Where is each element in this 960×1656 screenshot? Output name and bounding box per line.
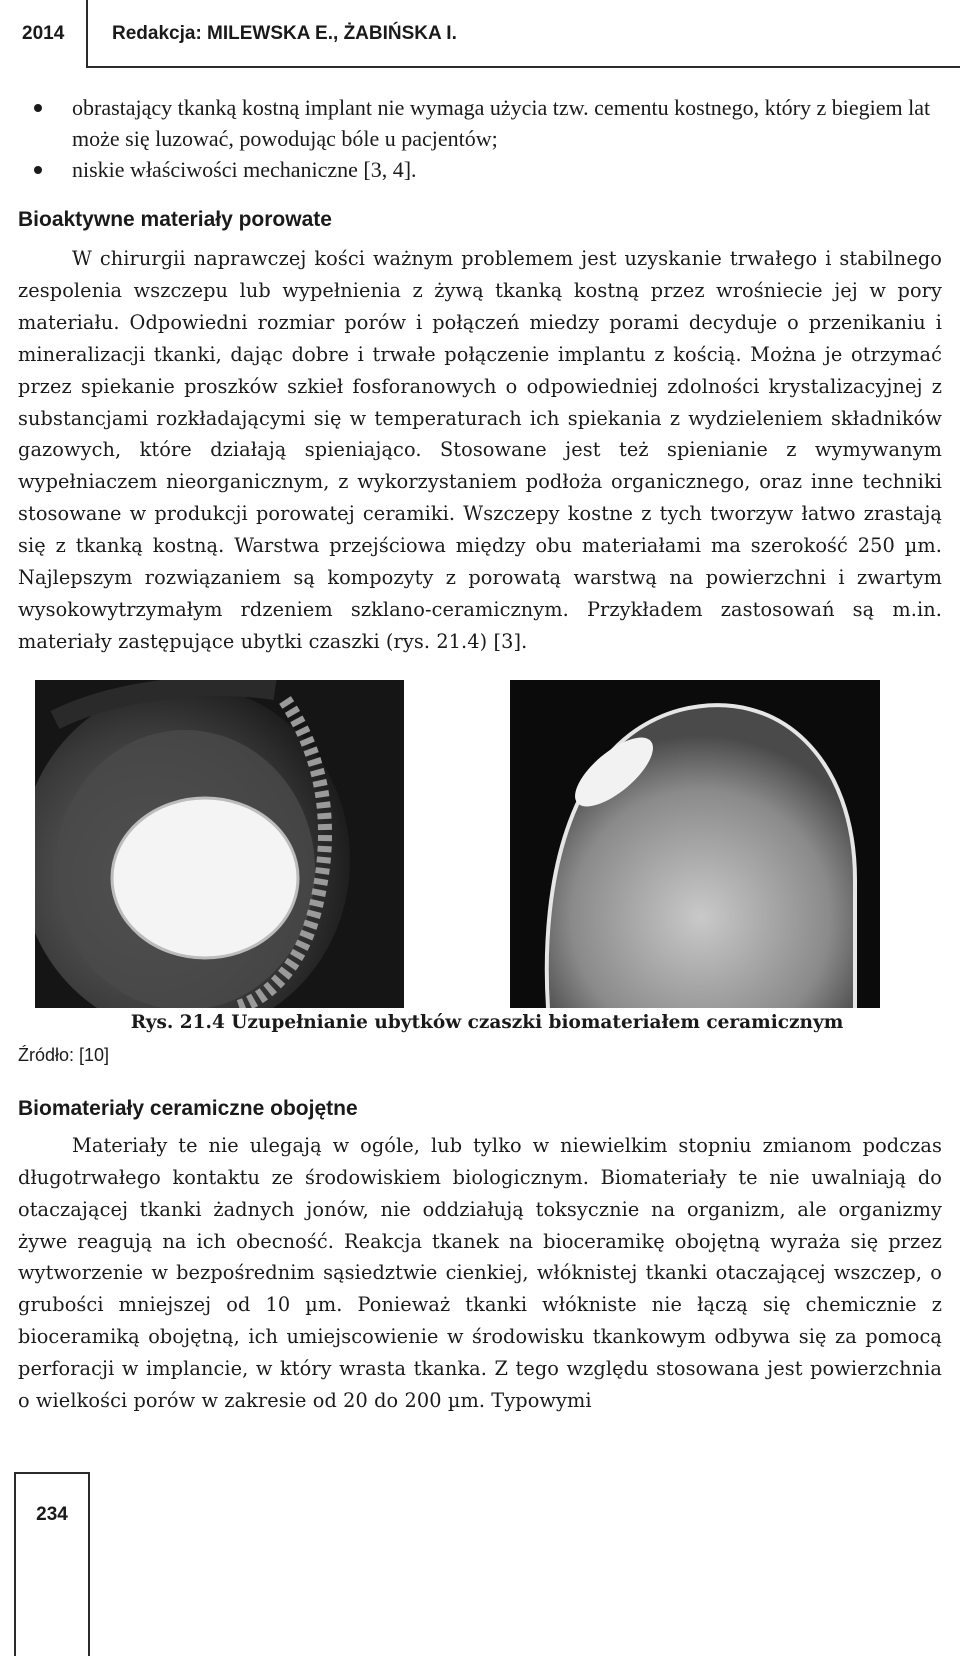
list-item: obrastający tkanką kostną implant nie wymaga użycia tzw. cementu kostnego, który z biegiem lat może się luzować, powodując bóle u pacjentów; — [18, 92, 942, 154]
page-number: 234 — [36, 1504, 68, 1525]
header-year: 2014 — [22, 23, 65, 44]
header-editors: Redakcja: MILEWSKA E., ŻABIŃSKA I. — [112, 23, 457, 44]
list-item: niskie właściwości mechaniczne [3, 4]. — [18, 154, 942, 185]
figure-caption: Rys. 21.4 Uzupełnianie ubytków czaszki biomateriałem ceramicznym — [130, 1011, 844, 1033]
section-heading: Bioaktywne materiały porowate — [18, 208, 332, 231]
header-rule — [86, 66, 960, 68]
page-header — [0, 0, 960, 68]
section-heading: Biomateriały ceramiczne obojętne — [18, 1096, 358, 1120]
page-number-box — [14, 1472, 90, 1656]
figure-source: Źródło: [10] — [18, 1044, 110, 1065]
skull-xray-image — [510, 680, 880, 1008]
bullet-list — [18, 92, 942, 185]
header-divider — [86, 0, 88, 68]
skull-implant-photo — [35, 680, 404, 1008]
section-paragraph: Materiały te nie ulegają w ogóle, lub tylko w niewielkim stopniu zmianom podczas długotrwałego kontaktu ze środowiskiem biologicznym. Biomateriały te nie uwalniają do otaczającej tkanki żadnych jonów, nie oddziałują toksycznie na organizm, ale organizmy żywe reagują na ich obecność. Reakcja tkanek na bioceramikę obojętną wyraża się przez wytworzenie w bezpośrednim sąsiedztwie cienkiej, włóknistej tkanki otaczającej wszczep, o grubości mniejszej od 10 µm. Ponieważ tkanki włókniste nie łączą się chemicznie z bioceramiką obojętną, ich umiejscowienie w środowisku tkankowym odbywa się za pomocą perforacji w implancie, w który wrasta tkanka. Z tego względu stosowana jest powierzchnia o wielkości porów w zakresie od 20 do 200 µm. Typowymi — [18, 1133, 942, 1413]
figure-images — [18, 680, 942, 1012]
page-content — [18, 92, 942, 1417]
section-paragraph: W chirurgii naprawczej kości ważnym problemem jest uzyskanie trwałego i stabilnego zespolenia wszczepu lub wypełnienia z żywą tkanką kostną przez wrośniecie jej w pory materiału. Odpowiedni rozmiar porów i połączeń miedzy porami decyduje o przenikaniu i mineralizacji tkanki, dając dobre i trwałe połączenie implantu z kością. Można je otrzymać przez spiekanie proszków szkieł fosforanowych o odpowiedniej zdolności krystalizacyjnej z substancjami rozkładającymi się w temperaturach ich spiekania z wydzieleniem składników gazowych, które działają spieniająco. Stosowane jest też spienianie z wymywanym wypełniaczem nieorganicznym, z wykorzystaniem podłoża organicznego, oraz inne techniki stosowane w produkcji porowatej ceramiki. Wszczepy kostne z tych tworzyw łatwo zrastają się z tkanką kostną. Warstwa przejściowa między obu materiałami ma szerokość 250 µm. Najlepszym rozwiązaniem są kompozyty z porowatą warstwą na powierzchni i zwartym wysokowytrzymałym rdzeniem szklano-ceramicznym. Przykładem zastosowań są m.in. materiały zastępujące ubytki czaszki (rys. 21.4) [3]. — [18, 247, 942, 653]
